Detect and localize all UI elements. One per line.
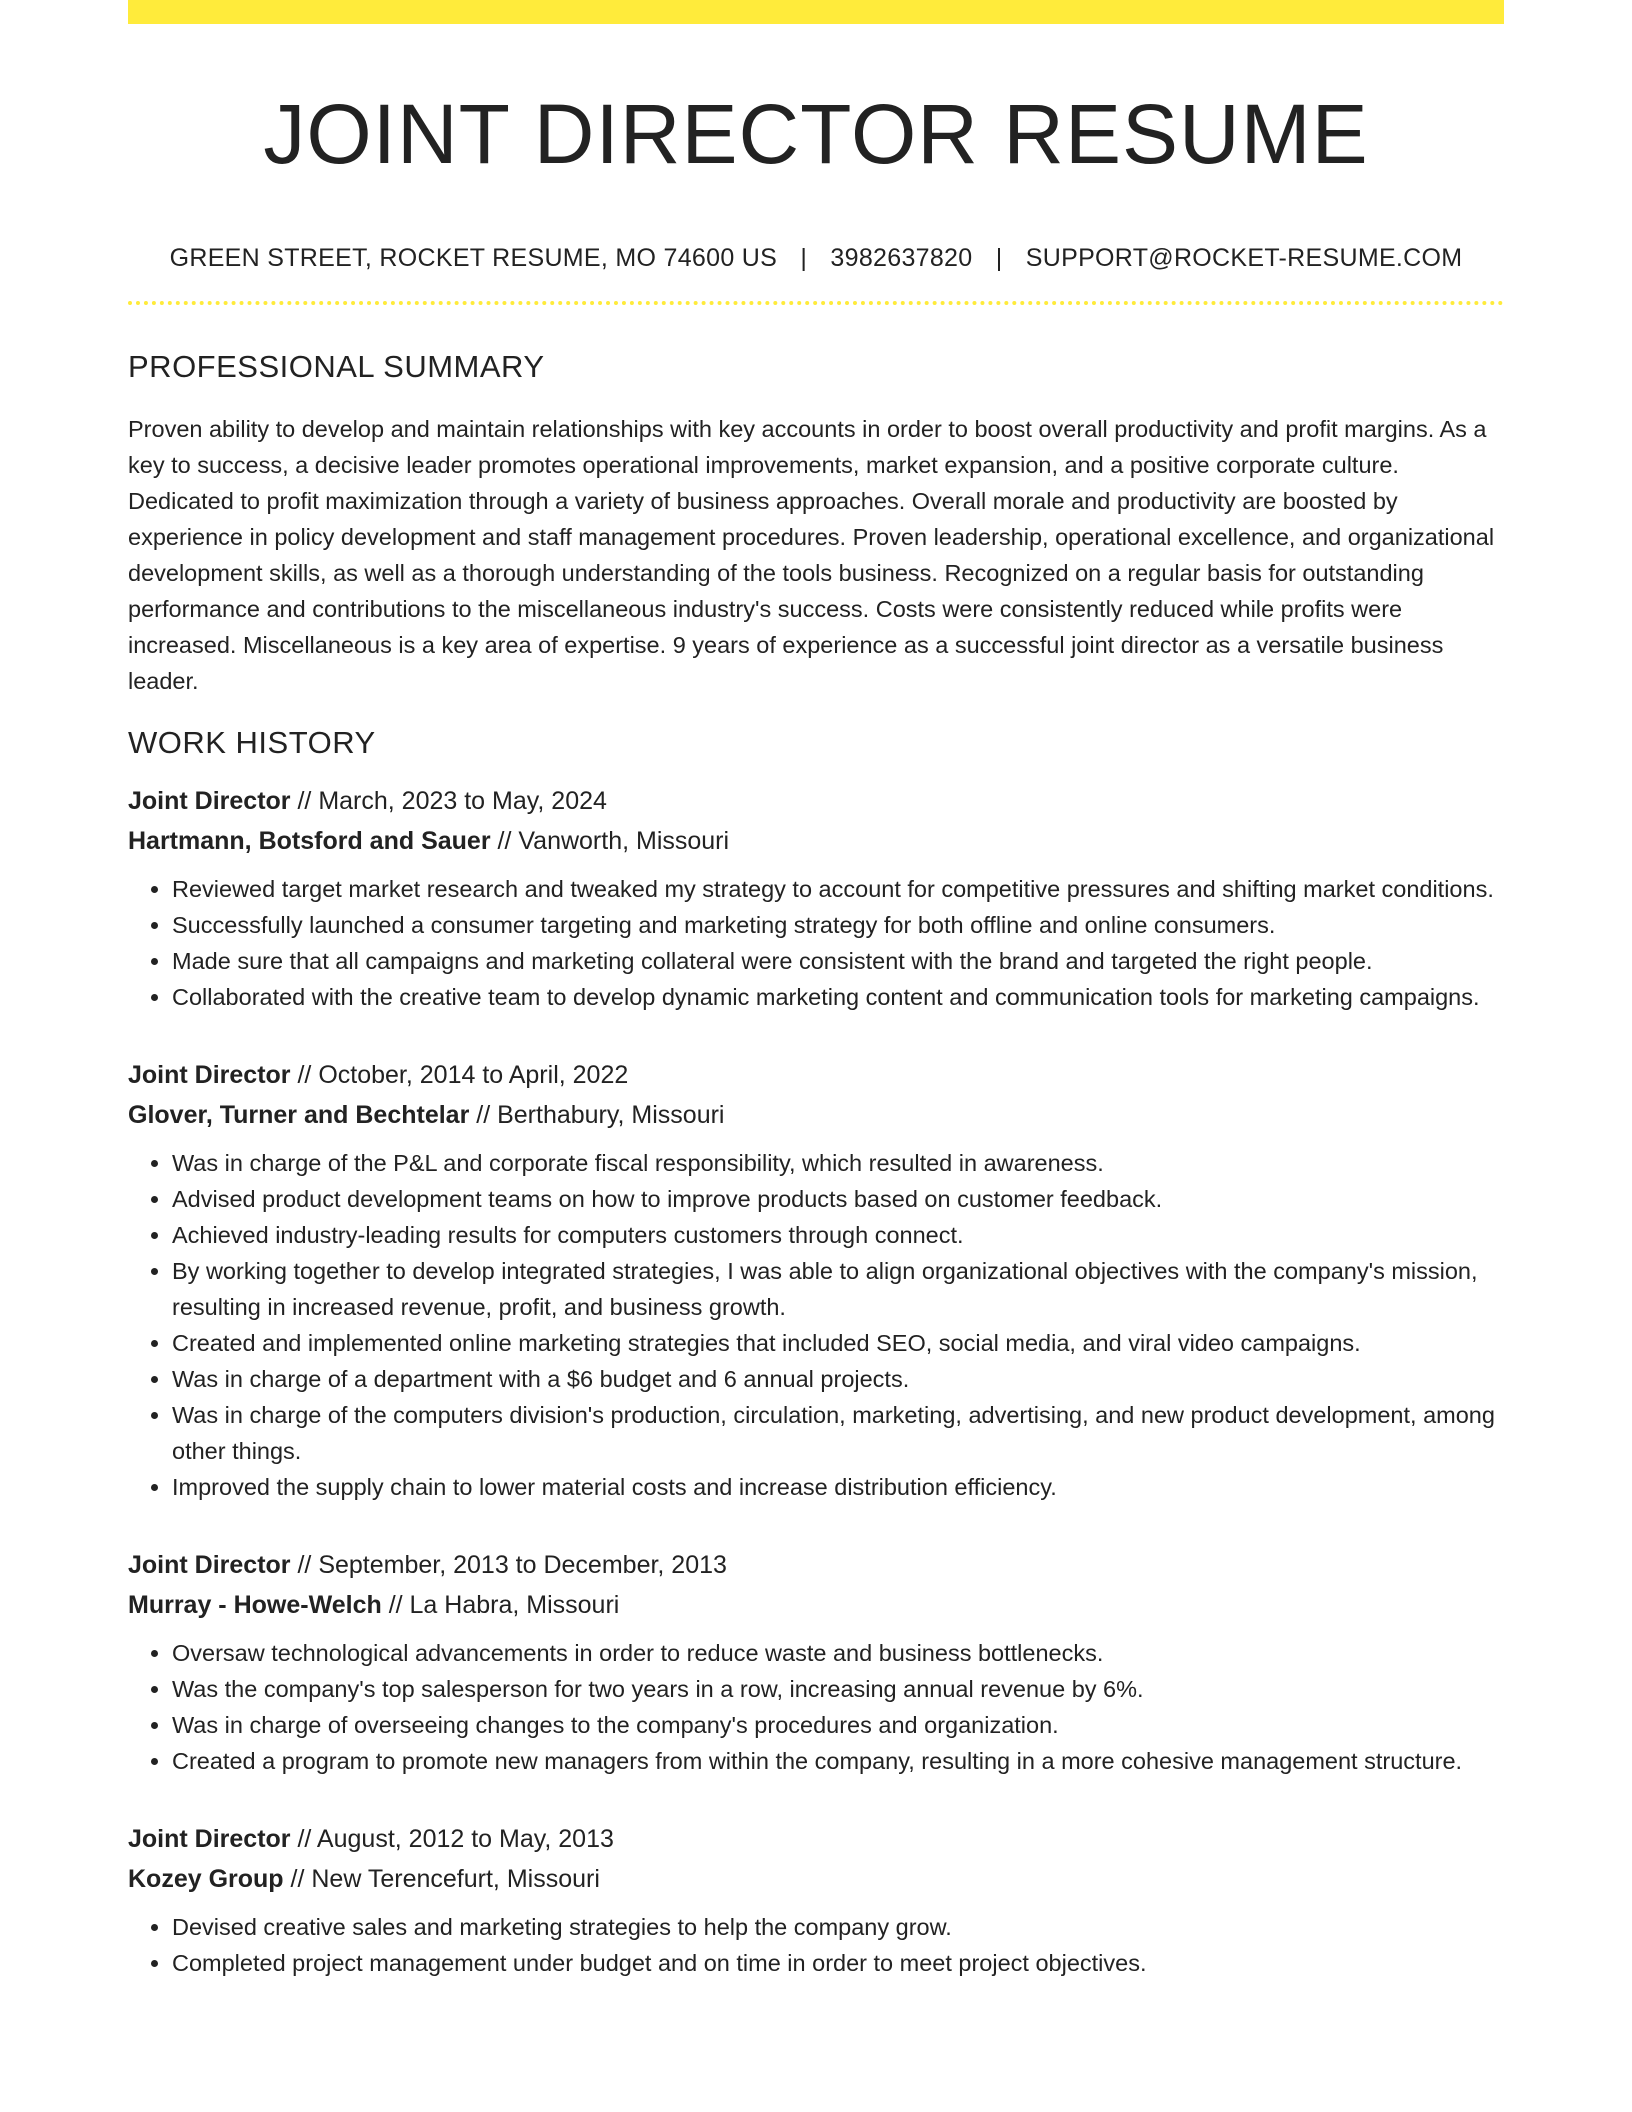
job-company-line xyxy=(128,1095,1504,1135)
list-item: • Made sure that all campaigns and marketing collateral were consistent with the brand and targeted the right people. xyxy=(172,943,1504,979)
list-item: • Created a program to promote new managers from within the company, resulting in a more cohesive management structure. xyxy=(172,1743,1504,1779)
list-item: • Achieved industry-leading results for computers customers through connect. xyxy=(172,1217,1504,1253)
job-title: Joint Director xyxy=(128,1061,291,1090)
list-item: • By working together to develop integrated strategies, I was able to align organizational objectives with the company's mission, resulting in increased revenue, profit, and business growth. xyxy=(172,1253,1504,1325)
contact-separator: | xyxy=(995,244,1003,273)
contact-phone: 3982637820 xyxy=(830,244,973,273)
list-item: • Collaborated with the creative team to develop dynamic marketing content and communication tools for marketing campaigns. xyxy=(172,979,1504,1015)
list-item: • Was in charge of a department with a $6 budget and 6 annual projects. xyxy=(172,1361,1504,1397)
job-entry xyxy=(128,1819,1504,1981)
job-title: Joint Director xyxy=(128,1551,291,1580)
job-entry xyxy=(128,1055,1504,1505)
job-bullets xyxy=(128,1145,1504,1505)
job-company: Kozey Group xyxy=(128,1865,284,1894)
job-dates: // March, 2023 to May, 2024 xyxy=(290,787,607,816)
job-company-line xyxy=(128,1585,1504,1625)
contact-line xyxy=(128,244,1504,273)
top-accent-bar xyxy=(128,0,1504,24)
work-history-heading: WORK HISTORY xyxy=(128,725,376,761)
summary-heading: PROFESSIONAL SUMMARY xyxy=(128,349,545,385)
job-location: // New Terencefurt, Missouri xyxy=(283,1865,600,1894)
summary-text: Proven ability to develop and maintain relationships with key accounts in order to boost overall productivity and profit margins. As a key to success, a decisive leader promotes operational improvements, market expansion, and a positive corporate culture. Dedicated to profit maximization through a variety of business approaches. Overall morale and productivity are boosted by experience in policy development and staff management procedures. Proven leadership, operational excellence, and organizational development skills, as well as a thorough understanding of the tools business. Recognized on a regular basis for outstanding performance and contributions to the miscellaneous industry's success. Costs were consistently reduced while profits were increased. Miscellaneous is a key area of expertise. 9 years of experience as a successful joint director as a versatile business leader. xyxy=(128,416,1495,695)
list-item: • Successfully launched a consumer targeting and marketing strategy for both offline and online consumers. xyxy=(172,907,1504,943)
job-title-line xyxy=(128,1545,1504,1585)
job-dates: // September, 2013 to December, 2013 xyxy=(290,1551,727,1580)
contact-email: SUPPORT@ROCKET-RESUME.COM xyxy=(1025,244,1463,273)
job-title-line xyxy=(128,1819,1504,1859)
contact-address: GREEN STREET, ROCKET RESUME, MO 74600 US xyxy=(169,244,778,273)
job-bullets xyxy=(128,1635,1504,1779)
contact-separator: | xyxy=(800,244,808,273)
work-history-list xyxy=(128,781,1504,1981)
page-title: JOINT DIRECTOR RESUME xyxy=(263,87,1369,181)
job-location: // Vanworth, Missouri xyxy=(490,827,730,856)
job-bullets xyxy=(128,1909,1504,1981)
job-company-line xyxy=(128,821,1504,861)
list-item: • Reviewed target market research and tweaked my strategy to account for competitive pressures and shifting market conditions. xyxy=(172,871,1504,907)
list-item: • Improved the supply chain to lower material costs and increase distribution efficiency. xyxy=(172,1469,1504,1505)
job-location: // La Habra, Missouri xyxy=(381,1591,620,1620)
job-title-line xyxy=(128,1055,1504,1095)
job-entry xyxy=(128,1545,1504,1779)
list-item: • Devised creative sales and marketing strategies to help the company grow. xyxy=(172,1909,1504,1945)
job-title: Joint Director xyxy=(128,787,291,816)
job-title: Joint Director xyxy=(128,1825,291,1854)
job-dates: // August, 2012 to May, 2013 xyxy=(290,1825,614,1854)
list-item: • Was the company's top salesperson for two years in a row, increasing annual revenue by 6%. xyxy=(172,1671,1504,1707)
list-item: • Advised product development teams on how to improve products based on customer feedback. xyxy=(172,1181,1504,1217)
resume-page xyxy=(128,0,1504,2112)
list-item: • Was in charge of the computers division's production, circulation, marketing, advertising, and new product development, among other things. xyxy=(172,1397,1504,1469)
job-company: Murray - Howe-Welch xyxy=(128,1591,382,1620)
list-item: • Was in charge of the P&L and corporate fiscal responsibility, which resulted in awareness. xyxy=(172,1145,1504,1181)
job-dates: // October, 2014 to April, 2022 xyxy=(290,1061,629,1090)
job-company: Hartmann, Botsford and Sauer xyxy=(128,827,491,856)
dotted-divider xyxy=(128,301,1504,305)
job-entry xyxy=(128,781,1504,1015)
list-item: • Completed project management under budget and on time in order to meet project objectives. xyxy=(172,1945,1504,1981)
job-bullets xyxy=(128,871,1504,1015)
job-company-line xyxy=(128,1859,1504,1899)
job-title-line xyxy=(128,781,1504,821)
job-company: Glover, Turner and Bechtelar xyxy=(128,1101,470,1130)
job-location: // Berthabury, Missouri xyxy=(469,1101,725,1130)
list-item: • Was in charge of overseeing changes to the company's procedures and organization. xyxy=(172,1707,1504,1743)
list-item: • Oversaw technological advancements in order to reduce waste and business bottlenecks. xyxy=(172,1635,1504,1671)
list-item: • Created and implemented online marketing strategies that included SEO, social media, and viral video campaigns. xyxy=(172,1325,1504,1361)
